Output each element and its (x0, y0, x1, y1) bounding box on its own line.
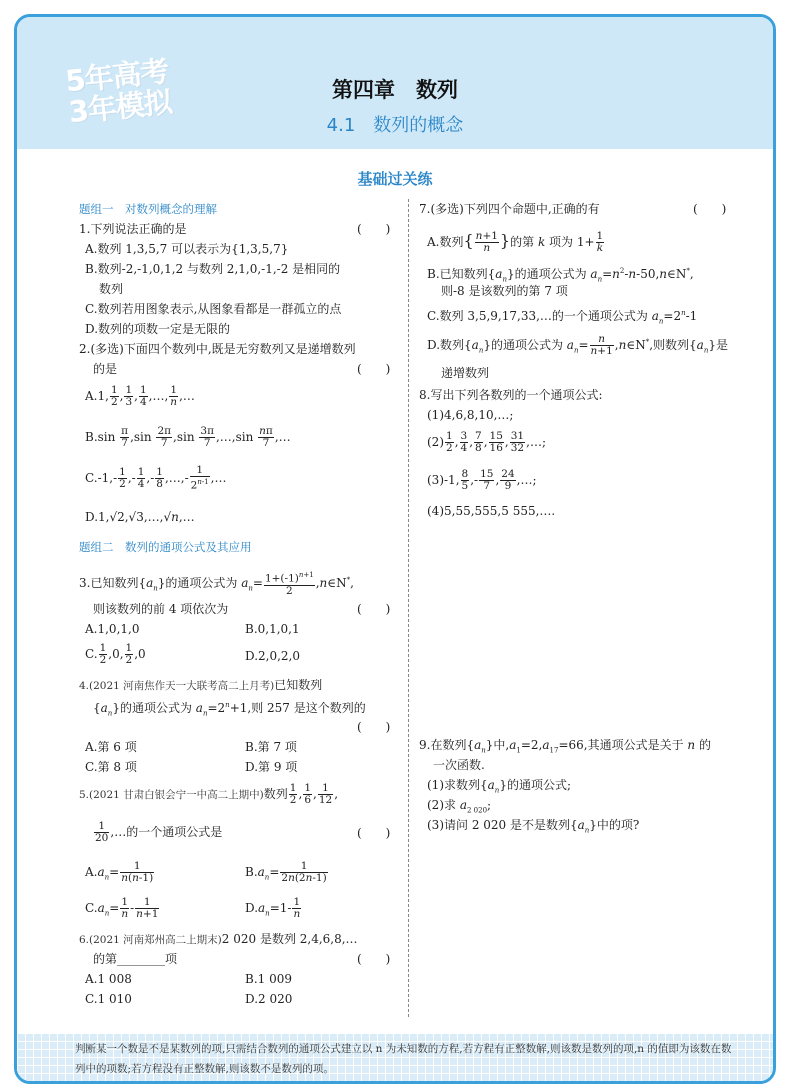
answer-paren: ( ) (357, 362, 391, 376)
question-stem: 9.在数列$\{a_n\}$中$,a_1=2,a_{17}=66$,其通项公式是关于 n 的 (419, 738, 711, 755)
tip-text: 判断某一个数是不是某数列的项,只需结合数列的通项公式建立以 n 为未知数的方程,若方程有正整数解,则该数是数列的项,n 的值即为该数在数列中的项数;若方程没有正整数解,则该数不是数列的项。 (75, 1043, 732, 1075)
option-b: B.sin $\frac{\pi}{7}$ ,sin $\frac{2\pi}{7}$ ,sin $\frac{3\pi}{7}$ ,…,sin $\frac{n\pi}{7}$ ,… (85, 425, 291, 449)
option-b: B.第 7 项 (245, 740, 297, 754)
option-a: A.1,0,1,0 (85, 622, 140, 636)
chapter-title: 第四章 数列 (332, 78, 458, 102)
option-b: B.数列-2,-1,0,1,2 与数列 2,1,0,-1,-2 是相同的 (85, 262, 341, 276)
option-d: D.1,√2,√3,…,√n,… (85, 510, 195, 524)
chapter-header (17, 17, 773, 149)
sub-question-3: (3)-1, $\frac{8}{5}$ ,- $\frac{15}{7}$ , $\frac{24}{9}$ ,…; (427, 468, 537, 492)
answer-paren: ( ) (357, 826, 391, 840)
question-stem: 2.(多选)下面四个数列中,既是无穷数列又是递增数列 (79, 342, 356, 356)
option-a: A.数列{ $\frac{n+1}{n}$ }的第 k 项为 1+ $\frac{1}{k}$ (427, 230, 604, 254)
question-stem-cont: 一次函数. (433, 758, 485, 772)
question-stem-cont: 的第________项 (93, 952, 178, 966)
question-stem-cont: $\frac{1}{20}$ ,…的一个通项公式是 (95, 820, 223, 844)
question-stem: 3.已知数列$\{a_n\}$的通项公式为 $a_n=$ $\frac{1+(-1)^{n+1}}{2}$ ,n∈N*, (79, 571, 354, 597)
option-a: A.第 6 项 (85, 740, 137, 754)
option-d: $D.a_n=1-$ $\frac{1}{n}$ (245, 896, 301, 920)
option-d: D.2 020 (245, 992, 293, 1006)
option-b: B.1 009 (245, 972, 292, 986)
answer-paren: ( ) (357, 720, 391, 734)
question-stem: 7.(多选)下列四个命题中,正确的有 (419, 202, 600, 216)
brand-logo: 5年高考 3年模拟 (63, 53, 174, 130)
group-heading: 题组二 数列的通项公式及其应用 (79, 540, 252, 554)
sub-question-3: (3)请问 2 020 是不是数列$\{a_n\}$中的项? (427, 818, 640, 835)
option-c: $C.a_n=$ $\frac{1}{n}$ - $\frac{1}{n+1}$ (85, 896, 159, 920)
option-c: C.数列若用图象表示,从图象看都是一群孤立的点 (85, 302, 342, 316)
option-d-cont: 递增数列 (441, 366, 490, 380)
option-b: B.已知数列$\{a_n\}$的通项公式为 $a_n=n^2-n-50,n\in N^*$, (427, 267, 694, 284)
question-stem: 5.(2021 甘肃白银会宁一中高二上期中)数列 $\frac{1}{2}$ , $\frac{1}{6}$ , $\frac{1}{12}$ , (79, 782, 339, 806)
option-b-cont: 则-8 是该数列的第 7 项 (441, 284, 568, 298)
option-d: D.第 9 项 (245, 760, 298, 774)
answer-paren: ( ) (357, 602, 391, 616)
answer-paren: ( ) (357, 952, 391, 966)
page-frame (14, 14, 776, 1084)
group-heading: 题组一 对数列概念的理解 (79, 202, 217, 216)
question-stem-cont: $\{a_n\}$的通项公式为 $a_n=2^n+1$,则 257 是这个数列的 (93, 701, 366, 718)
option-d: D.数列的项数一定是无限的 (85, 322, 231, 336)
option-c: C.1 010 (85, 992, 132, 1006)
option-b-cont: 数列 (99, 282, 124, 296)
sub-question-4: (4)5,55,555,5 555,…. (427, 504, 556, 518)
tip-footer (17, 1033, 773, 1084)
option-b: B.0,1,0,1 (245, 622, 300, 636)
question-stem: 8.写出下列各数列的一个通项公式: (419, 388, 603, 402)
question-stem: 4.(2021 河南焦作天一大联考高二上月考)已知数列 (79, 678, 323, 692)
option-a: A.1 008 (85, 972, 132, 986)
option-b: $B.a_n=$ $\frac{1}{2n(2n-1)}$ (245, 860, 327, 884)
option-c: C. $\frac{1}{2}$ ,0, $\frac{1}{2}$ ,0 (85, 642, 146, 666)
option-c: C.数列 3,5,9,17,33,…的一个通项公式为 $a_n=2^n-1$ (427, 309, 698, 326)
option-a: A.数列 1,3,5,7 可以表示为{1,3,5,7} (85, 242, 289, 256)
option-a: $A.a_n=$ $\frac{1}{n(n-1)}$ (85, 860, 154, 884)
question-stem-cont: 则该数列的前 4 项依次为 (93, 602, 229, 616)
sub-question-1: (1)求数列$\{a_n\}$的通项公式; (427, 778, 571, 795)
sub-question-2: (2)求 $a_{2 020}$; (427, 798, 492, 815)
question-stem-cont: 的是 (93, 362, 118, 376)
column-divider (408, 199, 409, 1017)
option-d: D.数列$\{a_n\}$的通项公式为 $a_n=$ $\frac{n}{n+1}$ ,n∈N*,则数列$\{a_n\}$是 (427, 333, 728, 357)
section-title: 4.1 数列的概念 (326, 115, 464, 136)
option-c: C.第 8 项 (85, 760, 137, 774)
option-d: D.2,0,2,0 (245, 649, 300, 663)
answer-paren: ( ) (693, 202, 727, 216)
option-a: A.1, $\frac{1}{2}$ , $\frac{1}{3}$ , $\frac{1}{4}$ ,…, $\frac{1}{n}$ ,… (85, 384, 195, 408)
sub-question-2: (2) $\frac{1}{2}$ , $\frac{3}{4}$ , $\frac{7}{8}$ , $\frac{15}{16}$ , $\frac{31}{32}$ ,…; (427, 430, 546, 454)
sub-question-1: (1)4,6,8,10,…; (427, 408, 514, 422)
practice-title: 基础过关练 (357, 170, 433, 188)
question-stem: 6.(2021 河南郑州高二上期末)2 020 是数列 2,4,6,8,… (79, 932, 358, 946)
option-c: C.-1,- $\frac{1}{2}$ ,- $\frac{1}{4}$ ,- $\frac{1}{8}$ ,…,- $\frac{1}{2^{n-1}}$ ,… (85, 464, 227, 492)
question-stem: 1.下列说法正确的是 (79, 222, 187, 236)
answer-paren: ( ) (357, 222, 391, 236)
